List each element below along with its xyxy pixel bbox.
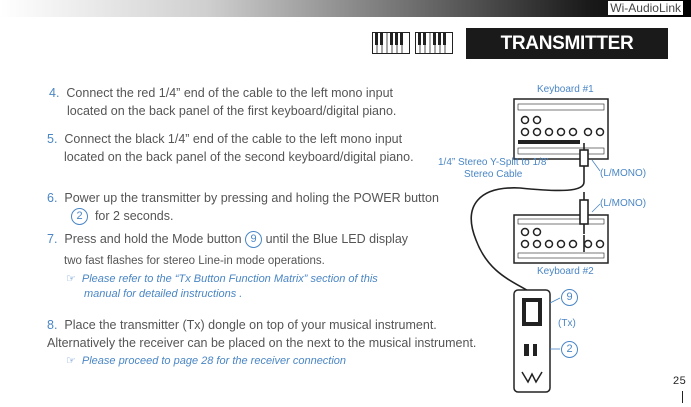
step-text: Connect the red 1/4” end of the cable to the left mono input (66, 86, 393, 100)
pointing-hand-icon: ☞ (66, 273, 76, 285)
step-text: for 2 seconds. (94, 209, 174, 223)
step-number: 7. (47, 232, 58, 246)
step-number: 8. (47, 318, 58, 332)
page-title: TRANSMITTER CONNECTION (466, 28, 668, 59)
keyboard-2-label: Keyboard #2 (537, 266, 594, 277)
pointing-hand-icon: ☞ (66, 355, 76, 367)
brand-name: Wi-AudioLink (610, 1, 681, 15)
page-number: 25 (672, 376, 686, 388)
step-text: located on the back panel of the second keyboard/digital piano. (64, 150, 414, 164)
mode-button-callout: 9 (245, 231, 262, 248)
keyboard-1-label: Keyboard #1 (537, 84, 594, 95)
tx-label: (Tx) (558, 318, 576, 329)
page-divider (682, 391, 683, 403)
step-number: 4. (49, 86, 60, 100)
note-text: manual for detailed instructions . (84, 288, 243, 300)
note-text: Please proceed to page 28 for the receiver connection (81, 355, 347, 367)
step-text: Place the transmitter (Tx) dongle on top of your musical instrument. (64, 318, 437, 332)
step-text: two fast flashes for stereo Line-in mode operations. (64, 255, 325, 267)
note-text: Please refer to the “Tx Button Function Matrix” section of this (81, 273, 378, 285)
step-number: 5. (47, 132, 58, 146)
power-button-callout: 2 (561, 341, 578, 358)
mono-label-2: (L/MONO) (600, 198, 647, 209)
step-text: located on the back panel of the first keyboard/digital piano. (67, 104, 397, 118)
keyboard-1-panel (514, 99, 608, 159)
step-text: Power up the transmitter by pressing and holing the POWER button (64, 191, 439, 205)
cable-label-line2: Stereo Cable (464, 169, 523, 180)
power-button-callout: 2 (71, 208, 88, 225)
step-text: until the Blue LED display (265, 232, 409, 246)
transmitter-dongle (514, 290, 550, 392)
step-text: Alternatively the receiver can be placed on the next to the musical instrument. (47, 336, 477, 350)
keyboard-2-panel (514, 215, 608, 263)
mono-label-1: (L/MONO) (600, 168, 647, 179)
step-number: 6. (47, 191, 58, 205)
cable-label-line1: 1/4” Stereo Y-Split to 1/8’ (438, 157, 549, 168)
mode-button-callout: 9 (561, 289, 578, 306)
step-text: Connect the black 1/4” end of the cable to the left mono input (64, 132, 403, 146)
step-text: Press and hold the Mode button (64, 232, 242, 246)
